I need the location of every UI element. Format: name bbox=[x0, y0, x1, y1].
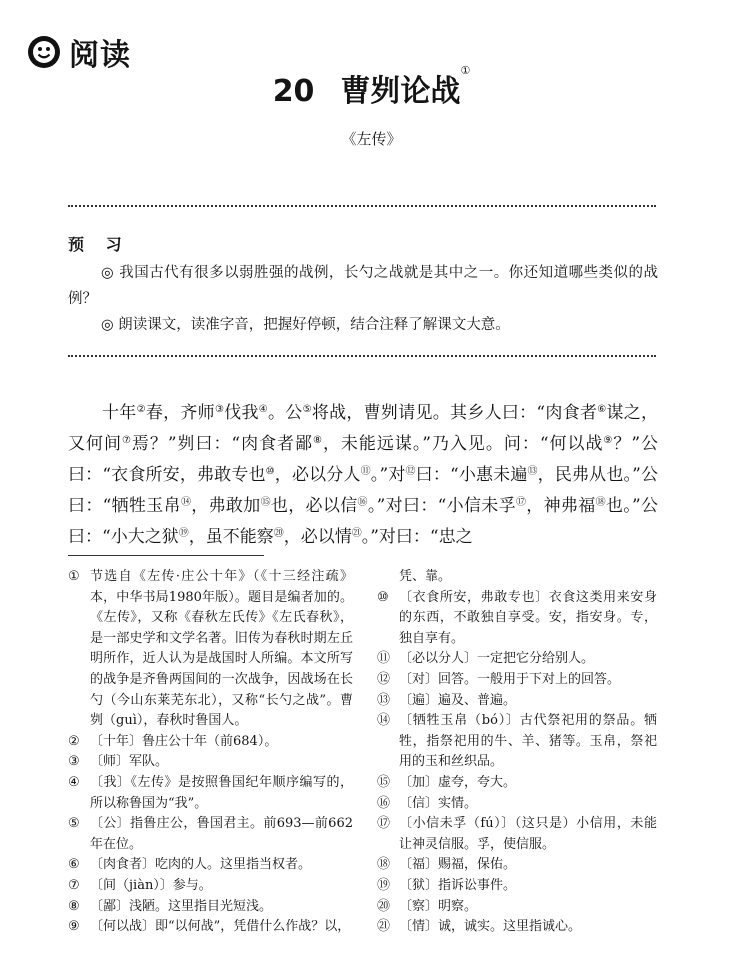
footnote-number: ⑥ bbox=[68, 857, 80, 873]
note-reference: ⑩ bbox=[265, 466, 275, 477]
footnote-number: ② bbox=[68, 733, 80, 749]
footnote bbox=[68, 752, 353, 773]
footnote bbox=[68, 917, 353, 938]
main-text-segment: 。”对曰：“小信未孚 bbox=[367, 496, 516, 516]
footnote-number: ⑬ bbox=[377, 692, 391, 708]
footnote-text: 〔鄙〕浅陋。这里指目光短浅。 bbox=[90, 898, 273, 914]
note-reference: ⑨ bbox=[603, 435, 614, 446]
footnote-text: 〔小信未孚（fú）〕（这只是）小信用，未能让神灵信服。孚，使信服。 bbox=[399, 816, 657, 852]
footnote bbox=[377, 711, 657, 773]
footnote bbox=[68, 567, 353, 732]
footnote-text: 凭、靠。 bbox=[399, 569, 452, 584]
note-reference: ⑪ bbox=[360, 466, 371, 477]
footnote-text: 〔牺牲玉帛（bó）〕古代祭祀用的祭品。牺牲，指祭祀用的牛、羊、猪等。玉帛，祭祀用的玉和丝织品。 bbox=[399, 713, 657, 770]
footnote bbox=[377, 670, 657, 691]
footnote bbox=[377, 649, 657, 670]
footnote-text: 〔福〕赐福，保佑。 bbox=[399, 857, 517, 873]
footnote-text: 〔何以战〕即“以何战”，凭借什么作战？以， bbox=[90, 919, 351, 935]
preview-item: ◎ 朗读课文，读准字音，把握好停顿，结合注释了解课文大意。 bbox=[101, 317, 510, 333]
footnote bbox=[377, 773, 657, 794]
footnote-number: ⑳ bbox=[377, 898, 391, 914]
note-reference: ⑰ bbox=[515, 497, 527, 508]
footnote bbox=[68, 732, 353, 753]
note-reference: ㉑ bbox=[351, 528, 362, 539]
footnote-text: 〔情〕诚，诚实。这里指诚心。 bbox=[399, 919, 582, 935]
note-reference: ③ bbox=[214, 404, 225, 415]
note-reference: ⑭ bbox=[180, 497, 192, 508]
main-text-segment: ，未能远谋。”乃入见。问：“何以战 bbox=[322, 434, 604, 454]
footnote-text: 〔必以分人〕一定把它分给别人。 bbox=[399, 651, 595, 667]
main-text-segment: 。公 bbox=[268, 403, 303, 423]
footnote-text: 〔加〕虚夸，夸大。 bbox=[399, 774, 517, 790]
source-label: 《左传》 bbox=[341, 130, 402, 148]
footnote bbox=[68, 855, 353, 876]
footnote bbox=[377, 876, 657, 897]
main-text-segment: ，虽不能察 bbox=[188, 527, 274, 547]
footnote bbox=[68, 897, 353, 918]
preview-item: ◎ 我国古代有很多以弱胜强的战例，长勺之战就是其中之一。你还知道哪些类似的战例？ bbox=[68, 265, 658, 307]
preview-section bbox=[68, 260, 658, 338]
note-reference: ⑯ bbox=[357, 497, 368, 508]
footnote-text: 〔肉食者〕吃肉的人。这里指当权者。 bbox=[90, 857, 312, 873]
main-paragraph bbox=[68, 398, 658, 553]
footnotes-left-column bbox=[68, 567, 353, 938]
note-reference: ⑧ bbox=[313, 435, 323, 446]
note-reference: ⑤ bbox=[302, 404, 312, 415]
title-footnote-mark: ① bbox=[460, 64, 471, 77]
main-text-segment: ，民弗从也。”公曰：“牺牲玉帛 bbox=[68, 465, 659, 516]
lesson-title bbox=[0, 66, 743, 110]
footnote bbox=[377, 794, 657, 815]
note-reference: ⑬ bbox=[527, 466, 538, 477]
footnote bbox=[377, 814, 657, 855]
footnote-number: ⑲ bbox=[377, 877, 391, 893]
lesson-title-text: 曹刿论战 bbox=[340, 74, 461, 109]
footnote bbox=[377, 917, 657, 938]
main-text-segment: 焉？”刿曰：“肉食者鄙 bbox=[131, 434, 313, 454]
note-reference: ⑱ bbox=[595, 497, 606, 508]
footnote-number: ⑮ bbox=[377, 774, 391, 790]
note-reference: ⑦ bbox=[121, 435, 132, 446]
footnote-text: 〔间（jiàn）〕参与。 bbox=[90, 877, 212, 893]
footnote bbox=[68, 773, 353, 814]
main-text-segment: 也，必以信 bbox=[270, 496, 358, 516]
footnote-number: ① bbox=[68, 569, 80, 584]
main-text-segment: ，必以分人 bbox=[274, 465, 361, 485]
footnote bbox=[377, 897, 657, 918]
footnote bbox=[377, 588, 657, 650]
dotted-divider-top bbox=[68, 205, 656, 207]
footnote bbox=[68, 814, 353, 855]
note-reference: ⑮ bbox=[260, 497, 271, 508]
main-text-segment: 春，齐师 bbox=[145, 403, 215, 423]
note-reference: ⑫ bbox=[405, 466, 416, 477]
note-reference: ⑲ bbox=[178, 528, 189, 539]
main-text-segment: ，必以情 bbox=[283, 527, 352, 547]
main-text-segment: 十年 bbox=[102, 403, 137, 423]
footnote-number: ⑩ bbox=[377, 589, 389, 605]
footnote bbox=[377, 855, 657, 876]
main-text-segment: 伐我 bbox=[224, 403, 259, 423]
footnote-text: 〔遍〕遍及、普遍。 bbox=[399, 692, 517, 708]
footnote-text: 〔公〕指鲁庄公，鲁国君主。前693—前662年在位。 bbox=[90, 816, 353, 852]
main-text-segment: 曰：“小惠未遍 bbox=[415, 465, 528, 485]
preview-heading: 预 习 bbox=[68, 235, 130, 254]
dotted-divider-bottom bbox=[68, 355, 656, 357]
main-text-segment: 。”对 bbox=[370, 465, 406, 485]
footnote bbox=[377, 567, 657, 588]
footnote-text: 〔信〕实情。 bbox=[399, 795, 478, 811]
main-text-segment: ，神弗福 bbox=[526, 496, 596, 516]
footnote-number: ③ bbox=[68, 754, 80, 770]
footnote-text: 〔我〕《左传》是按照鲁国纪年顺序编写的，所以称鲁国为“我”。 bbox=[90, 774, 353, 811]
footnote-text: 〔对〕回答。一般用于下对上的回答。 bbox=[399, 671, 621, 687]
note-reference: ④ bbox=[258, 404, 268, 415]
footnote-text: 〔狱〕指诉讼事件。 bbox=[399, 877, 517, 893]
main-text-segment: 也。”公曰：“小大之狱 bbox=[68, 496, 659, 547]
note-reference: ⑥ bbox=[597, 404, 607, 415]
note-reference: ⑳ bbox=[273, 528, 284, 539]
footnote-number: ⑫ bbox=[377, 671, 391, 687]
footnote-number: ⑯ bbox=[377, 795, 391, 811]
note-reference: ② bbox=[136, 404, 146, 415]
footnote-text: 〔十年〕鲁庄公十年（前684）。 bbox=[90, 733, 278, 749]
footnote-number: ㉑ bbox=[377, 919, 391, 935]
footnote-number: ⑧ bbox=[68, 898, 80, 914]
footnote-text: 节选自《左传·庄公十年》（《十三经注疏》本，中华书局1980年版）。题目是编者加的。《左传》，又称《春秋左氏传》《左氏春秋》，是一部史学和文学名著。旧传为春秋时期左丘明所作，近人认为是战国时人所编。本文所写的战争是齐鲁两国间的一次战争，因战场在长勺（今山东莱芜东北），又称“长勺之战”。曹刿（guì），春秋时鲁国人。 bbox=[90, 569, 353, 729]
footnote bbox=[68, 876, 353, 897]
footnote-number: ⑪ bbox=[377, 651, 391, 667]
footnote-rule bbox=[68, 555, 264, 556]
footnote-number: ⑨ bbox=[68, 919, 80, 935]
main-text bbox=[68, 398, 658, 553]
footnote-number: ⑦ bbox=[68, 877, 80, 893]
footnote-text: 〔察〕明察。 bbox=[399, 898, 478, 914]
main-text-segment: 。”对曰：“忠之 bbox=[361, 527, 473, 547]
footnotes-right-column bbox=[377, 567, 657, 938]
footnote-number: ⑰ bbox=[377, 816, 391, 832]
footnote-number: ⑱ bbox=[377, 857, 391, 873]
footnote-text: 〔师〕军队。 bbox=[90, 754, 169, 770]
main-text-segment: ？”公曰：“衣食所安，弗敢专也 bbox=[68, 434, 659, 485]
footnote-number: ④ bbox=[68, 774, 80, 790]
footnote-number bbox=[377, 567, 399, 588]
main-text-segment: ，弗敢加 bbox=[191, 496, 261, 516]
main-text-segment: 将战，曹刿请见。其乡人曰：“肉食者 bbox=[311, 403, 598, 423]
lesson-number: 20 bbox=[272, 74, 315, 109]
main-text-segment: 谋之，又何间 bbox=[68, 403, 659, 454]
section-label: 阅读 bbox=[69, 38, 131, 73]
smiley-icon bbox=[27, 35, 61, 69]
footnote bbox=[377, 691, 657, 712]
footnote-number: ⑤ bbox=[68, 816, 80, 832]
footnote-number: ⑭ bbox=[377, 713, 391, 729]
footnote-text: 〔衣食所安，弗敢专也〕衣食这类用来安身的东西，不敢独自享受。安，指安身。专，独自享有。 bbox=[399, 589, 657, 646]
